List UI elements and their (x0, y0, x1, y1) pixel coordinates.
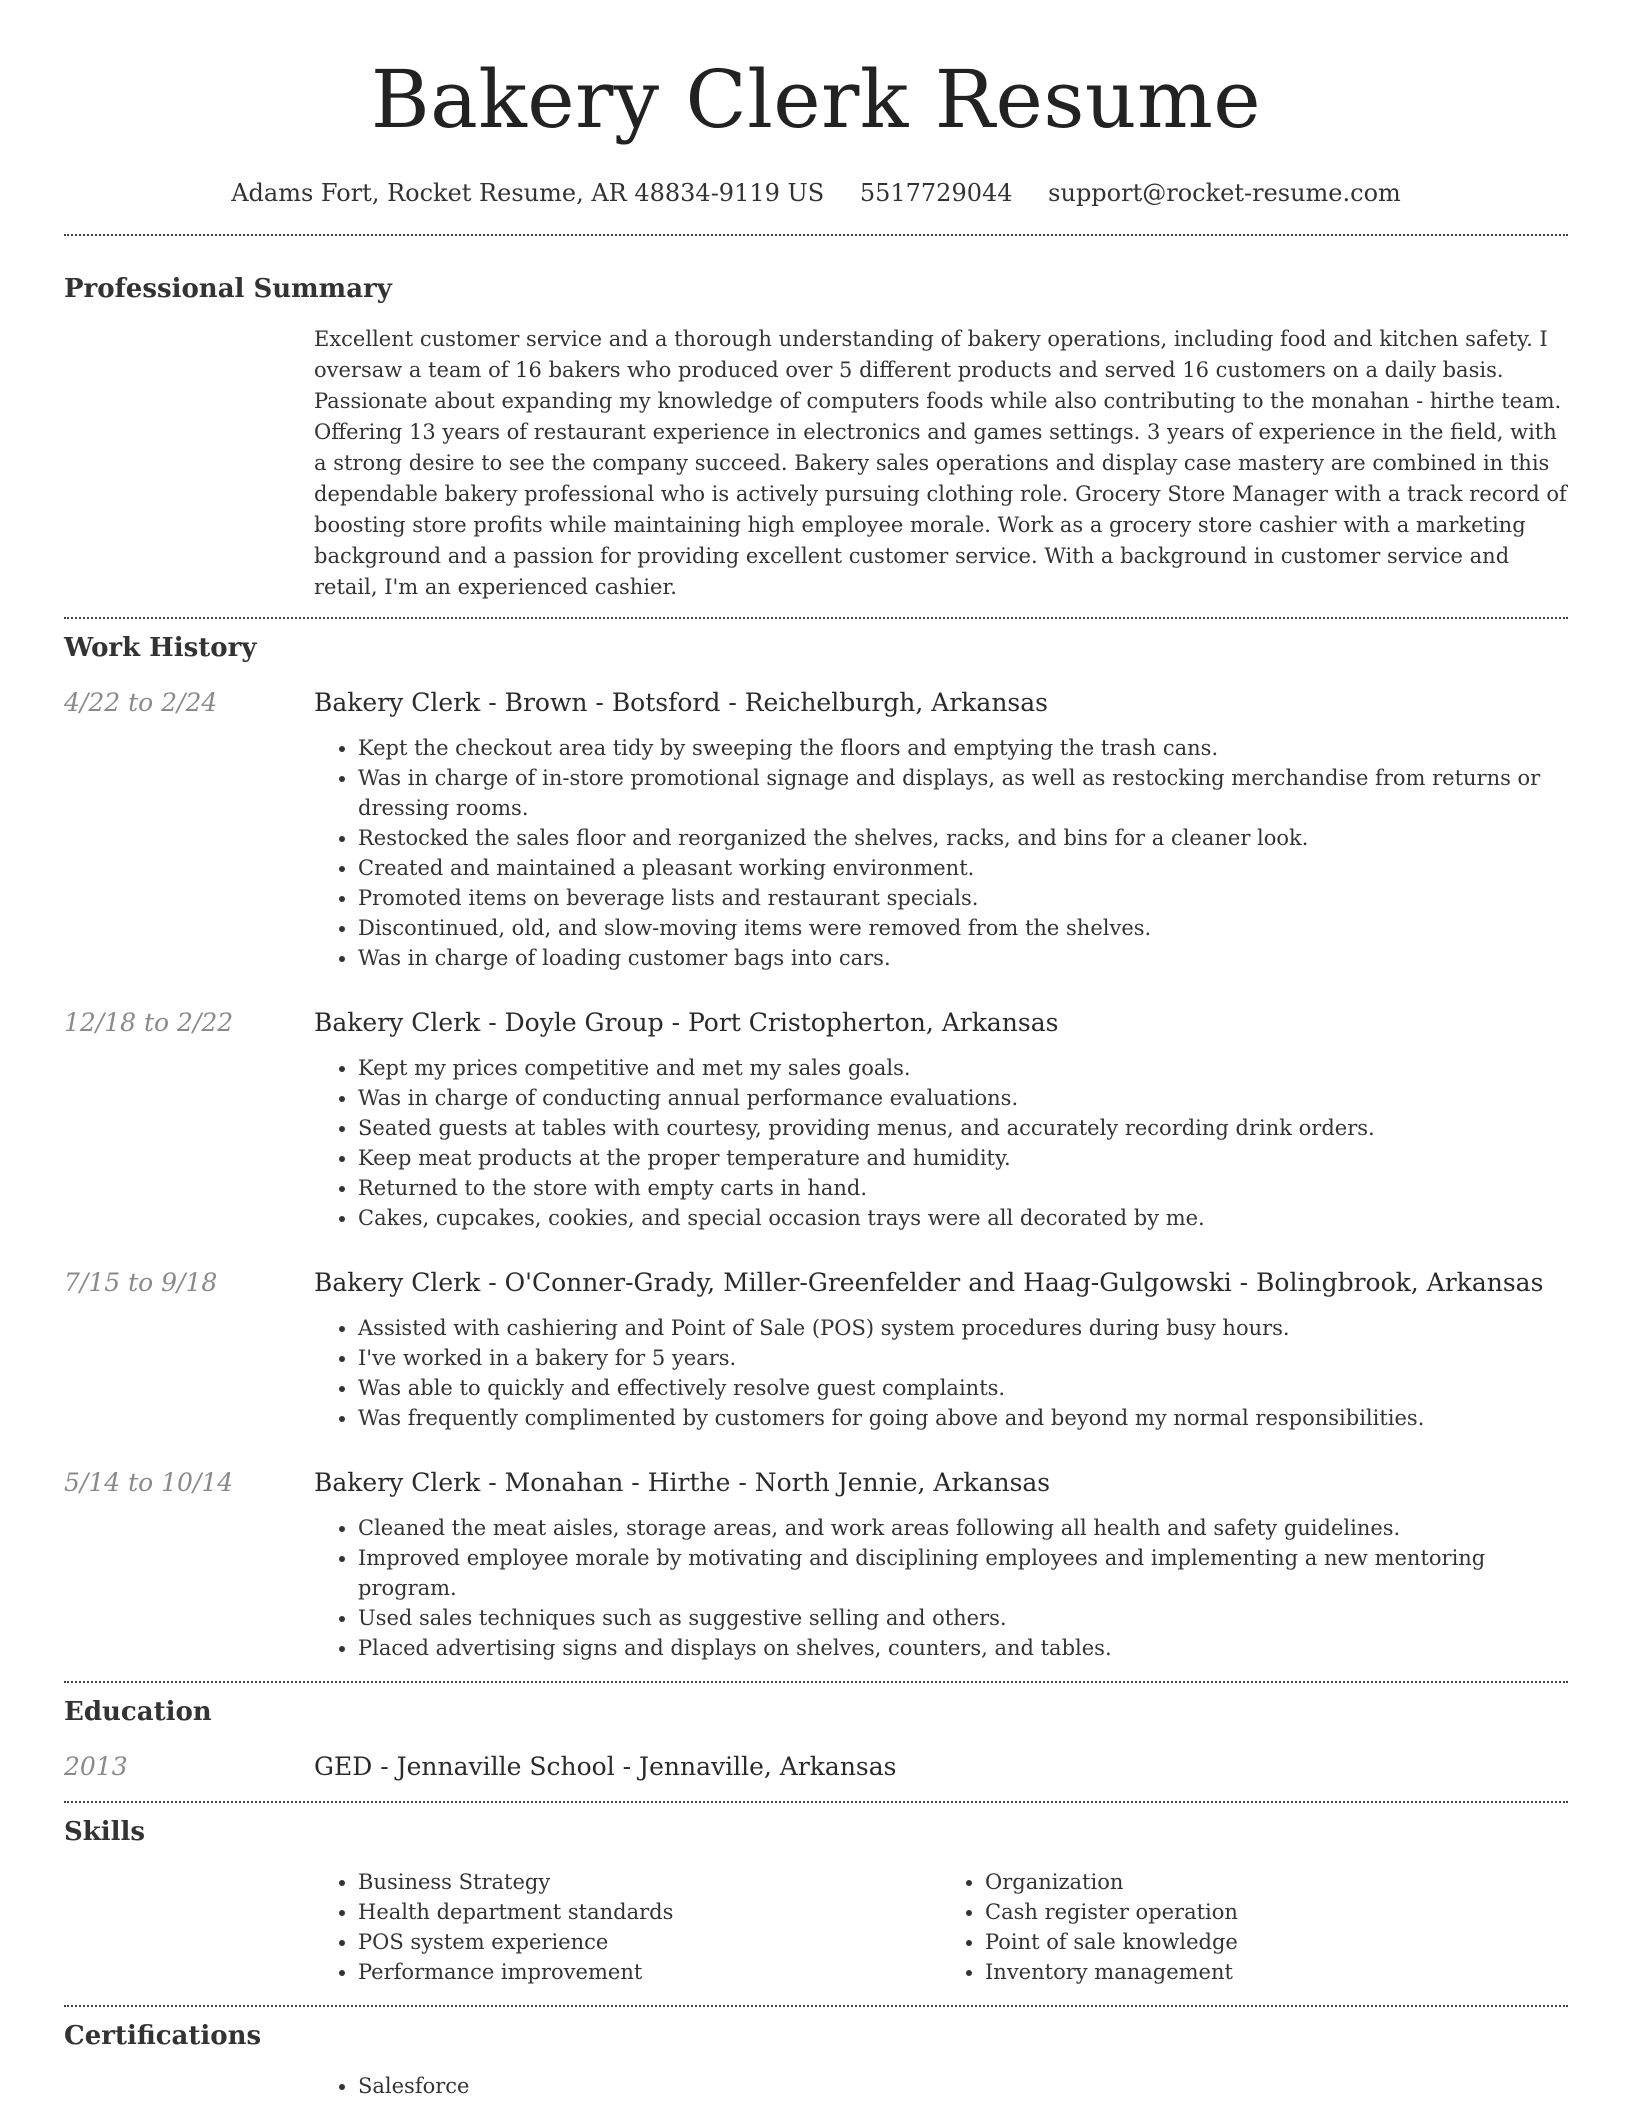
job-bullet: • Keep meat products at the proper temperature and humidity. (358, 1143, 1568, 1173)
certifications-heading: Certifications (64, 2021, 262, 2051)
skills-list-right (941, 1867, 1568, 1987)
job-bullet: • Was in charge of conducting annual performance evaluations. (358, 1083, 1568, 1113)
job-dates: 7/15 to 9/18 (64, 1268, 218, 1297)
job-bullets (314, 1313, 1568, 1433)
summary-section (64, 272, 1568, 603)
job-title: Bakery Clerk - Doyle Group - Port Cristopherton, Arkansas (314, 1008, 1059, 1037)
resume-title: Bakery Clerk Resume (370, 53, 1262, 146)
certifications-section (64, 2019, 1568, 2101)
job-bullet: • Placed advertising signs and displays on shelves, counters, and tables. (358, 1633, 1568, 1663)
job-bullet: • Promoted items on beverage lists and restaurant specials. (358, 883, 1568, 913)
section-divider (64, 617, 1568, 619)
job-bullet: • Was frequently complimented by customers for going above and beyond my normal responsibilities. (358, 1403, 1568, 1433)
summary-heading: Professional Summary (64, 274, 392, 304)
work-history-heading: Work History (64, 633, 257, 663)
job-entry (64, 1467, 1568, 1663)
skill-item: • Organization (985, 1867, 1568, 1897)
education-heading: Education (64, 1697, 212, 1727)
job-bullet: • Was in charge of loading customer bags into cars. (358, 943, 1568, 973)
certifications-list (314, 2071, 1568, 2101)
skill-item: • Health department standards (358, 1897, 941, 1927)
contact-address: Adams Fort, Rocket Resume, AR 48834-9119 US (231, 179, 825, 207)
job-title: Bakery Clerk - Monahan - Hirthe - North Jennie, Arkansas (314, 1468, 1051, 1497)
work-history-section (64, 631, 1568, 1663)
job-bullets (314, 733, 1568, 973)
job-bullet: • Discontinued, old, and slow-moving items were removed from the shelves. (358, 913, 1568, 943)
education-section (64, 1695, 1568, 1783)
summary-left-gutter (64, 324, 314, 603)
job-bullet: • Cleaned the meat aisles, storage areas, and work areas following all health and safety guidelines. (358, 1513, 1568, 1543)
section-divider (64, 2005, 1568, 2007)
skill-item: • Cash register operation (985, 1897, 1568, 1927)
contact-email: support@rocket-resume.com (1048, 179, 1401, 207)
job-bullet: • Kept my prices competitive and met my sales goals. (358, 1053, 1568, 1083)
resume-page (64, 0, 1568, 2101)
job-bullet: • Improved employee morale by motivating and disciplining employees and implementing a new mentoring program. (358, 1543, 1568, 1603)
skills-left-gutter (64, 1867, 314, 1987)
education-year: 2013 (64, 1752, 128, 1781)
job-bullet: • I've worked in a bakery for 5 years. (358, 1343, 1568, 1373)
job-bullet: • Seated guests at tables with courtesy, providing menus, and accurately recording drink orders. (358, 1113, 1568, 1143)
section-divider (64, 1801, 1568, 1803)
job-bullet: • Was in charge of in-store promotional signage and displays, as well as restocking merchandise from returns or dressing rooms. (358, 763, 1568, 823)
job-dates: 5/14 to 10/14 (64, 1468, 234, 1497)
job-bullet: • Kept the checkout area tidy by sweeping the floors and emptying the trash cans. (358, 733, 1568, 763)
job-dates: 4/22 to 2/24 (64, 688, 218, 717)
job-dates: 12/18 to 2/22 (64, 1008, 234, 1037)
job-entry (64, 1267, 1568, 1433)
certification-item: • Salesforce (358, 2071, 1568, 2101)
job-entry (64, 1007, 1568, 1233)
skill-item: • Inventory management (985, 1957, 1568, 1987)
job-bullets (314, 1513, 1568, 1663)
job-title: Bakery Clerk - O'Conner-Grady, Miller-Greenfelder and Haag-Gulgowski - Bolingbrook, Arkansas (314, 1268, 1544, 1297)
skill-item: • POS system experience (358, 1927, 941, 1957)
section-divider (64, 1681, 1568, 1683)
job-bullet: • Restocked the sales floor and reorganized the shelves, racks, and bins for a cleaner look. (358, 823, 1568, 853)
skill-item: • Performance improvement (358, 1957, 941, 1987)
skills-section (64, 1815, 1568, 1987)
summary-text: Excellent customer service and a thorough understanding of bakery operations, including food and kitchen safety. I oversaw a team of 16 bakers who produced over 5 different products and served 16 customers on a daily basis. Passionate about expanding my knowledge of computers foods while also contributing to the monahan - hirthe team. Offering 13 years of restaurant experience in electronics and games settings. 3 years of experience in the field, with a strong desire to see the company succeed. Bakery sales operations and display case mastery are combined in this dependable bakery professional who is actively pursuing clothing role. Grocery Store Manager with a track record of boosting store profits while maintaining high employee morale. Work as a grocery store cashier with a marketing background and a passion for providing excellent customer service. With a background in customer service and retail, I'm an experienced cashier. (314, 327, 1567, 599)
section-divider (64, 234, 1568, 236)
skills-list-left (314, 1867, 941, 1987)
skill-item: • Point of sale knowledge (985, 1927, 1568, 1957)
job-title: Bakery Clerk - Brown - Botsford - Reichelburgh, Arkansas (314, 688, 1048, 717)
contact-line (64, 178, 1568, 208)
contact-phone: 5517729044 (859, 179, 1013, 207)
certifications-left-gutter (64, 2071, 314, 2101)
skills-heading: Skills (64, 1817, 146, 1847)
job-entry (64, 687, 1568, 973)
job-bullet: • Assisted with cashiering and Point of Sale (POS) system procedures during busy hours. (358, 1313, 1568, 1343)
job-bullets (314, 1053, 1568, 1233)
job-bullet: • Was able to quickly and effectively resolve guest complaints. (358, 1373, 1568, 1403)
job-bullet: • Used sales techniques such as suggestive selling and others. (358, 1603, 1568, 1633)
job-bullet: • Cakes, cupcakes, cookies, and special occasion trays were all decorated by me. (358, 1203, 1568, 1233)
job-bullet: • Created and maintained a pleasant working environment. (358, 853, 1568, 883)
education-entry (64, 1751, 1568, 1783)
skill-item: • Business Strategy (358, 1867, 941, 1897)
job-bullet: • Returned to the store with empty carts in hand. (358, 1173, 1568, 1203)
education-title: GED - Jennaville School - Jennaville, Arkansas (314, 1752, 897, 1781)
